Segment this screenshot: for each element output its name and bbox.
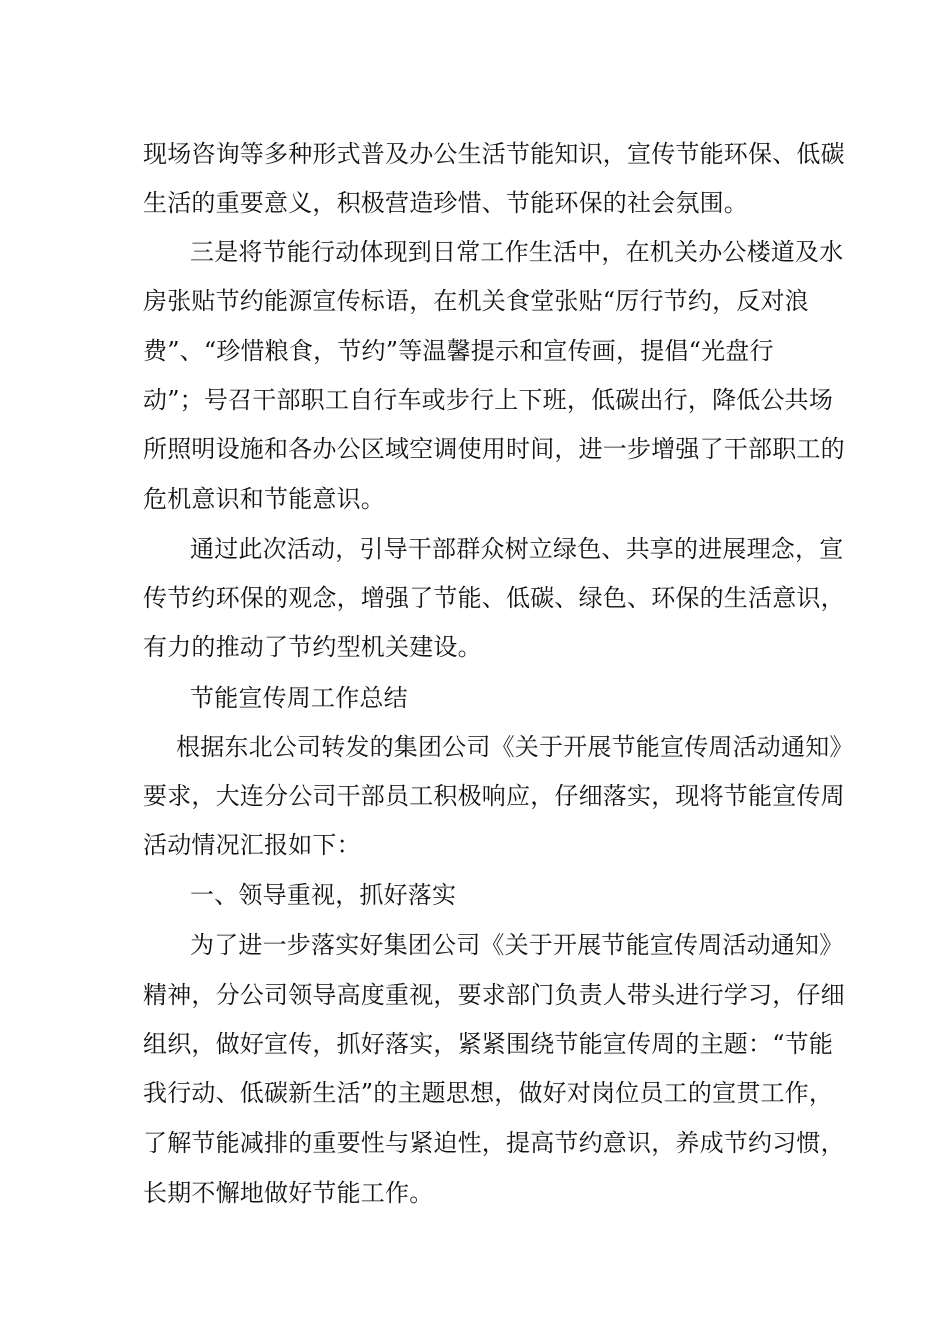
paragraph-line: 活动情况汇报如下： <box>143 831 361 859</box>
paragraph-line: 长期不懈地做好节能工作。 <box>143 1179 434 1207</box>
paragraph-line: 传节约环保的观念，增强了节能、低碳、绿色、环保的生活意识， <box>143 584 845 612</box>
paragraph-line: 我行动、低碳新生活”的主题思想，做好对岗位员工的宣贯工作， <box>143 1079 834 1107</box>
section-title: 节能宣传周工作总结 <box>190 684 408 712</box>
paragraph-line: 现场咨询等多种形式普及办公生活节能知识，宣传节能环保、低碳 <box>143 140 845 168</box>
paragraph-line: 危机意识和节能意识。 <box>143 485 385 513</box>
paragraph-line: 精神，分公司领导高度重视，要求部门负责人带头进行学习，仔细 <box>143 981 845 1009</box>
paragraph-line: 三是将节能行动体现到日常工作生活中，在机关办公楼道及水 <box>190 238 844 266</box>
paragraph-line: 为了进一步落实好集团公司《关于开展节能宣传周活动通知》 <box>190 931 844 959</box>
paragraph-line: 生活的重要意义，积极营造珍惜、节能环保的社会氛围。 <box>143 189 748 217</box>
section-heading: 一、领导重视，抓好落实 <box>190 881 457 909</box>
paragraph-line: 费”、“珍惜粮食，节约”等温馨提示和宣传画，提倡“光盘行 <box>143 337 774 365</box>
paragraph-line: 组织，做好宣传，抓好落实，紧紧围绕节能宣传周的主题：“节能 <box>143 1030 834 1058</box>
paragraph-line: 动”；号召干部职工自行车或步行上下班，低碳出行，降低公共场 <box>143 386 834 414</box>
paragraph-line: 要求，大连分公司干部员工积极响应，仔细落实，现将节能宣传周 <box>143 782 845 810</box>
paragraph-line: 了解节能减排的重要性与紧迫性，提高节约意识，养成节约习惯， <box>143 1129 845 1157</box>
paragraph-line: 有力的推动了节约型机关建设。 <box>143 633 482 661</box>
paragraph-line: 通过此次活动，引导干部群众树立绿色、共享的进展理念，宣 <box>190 535 844 563</box>
paragraph-line: 所照明设施和各办公区域空调使用时间，进一步增强了干部职工的 <box>143 435 845 463</box>
paragraph-line: 房张贴节约能源宣传标语，在机关食堂张贴“厉行节约，反对浪 <box>143 287 809 315</box>
paragraph-line: 根据东北公司转发的集团公司《关于开展节能宣传周活动通知》 <box>176 733 854 761</box>
